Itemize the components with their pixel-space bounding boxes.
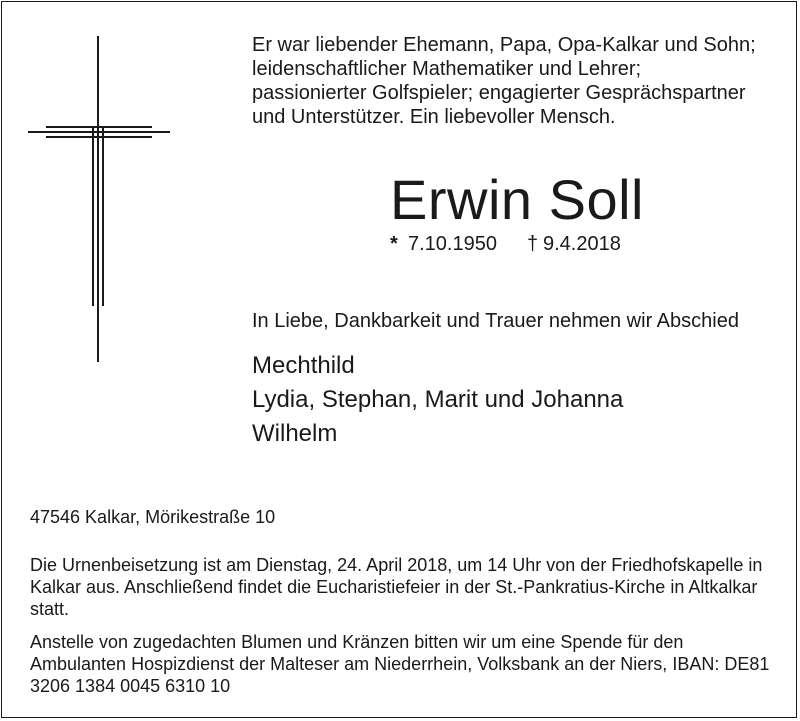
- cross-icon: [28, 36, 170, 362]
- donation-info: [30, 631, 770, 697]
- deceased-name: Erwin Soll: [390, 168, 644, 231]
- life-dates: [390, 232, 621, 256]
- mourner-name: Wilhelm: [252, 420, 338, 447]
- birth-date: 7.10.1950: [408, 233, 497, 255]
- death-symbol-icon: †: [526, 233, 539, 255]
- death-date: 9.4.2018: [542, 233, 621, 255]
- farewell-text: In Liebe, Dankbarkeit und Trauer nehmen wir Abschied: [252, 310, 739, 332]
- mourner-name: Mechthild: [252, 352, 355, 379]
- burial-line: Kalkar aus. Anschließend findet die Eucharistiefeier in der St.-Pankratius-Kirche in Altkalkar: [30, 577, 758, 597]
- birth-symbol-icon: *: [390, 233, 398, 255]
- intro-text: [252, 33, 782, 129]
- intro-line: Er war liebender Ehemann, Papa, Opa-Kalkar und Sohn;: [252, 34, 756, 56]
- burial-info: [30, 554, 770, 620]
- donation-line: Ambulanten Hospizdienst der Malteser am Niederrhein, Volksbank an der Niers, IBAN: DE81: [30, 654, 770, 674]
- burial-line: Die Urnenbeisetzung ist am Dienstag, 24. April 2018, um 14 Uhr von der Friedhofskapelle in: [30, 555, 763, 575]
- intro-line: passionierter Golfspieler; engagierter Gesprächspartner: [252, 82, 746, 104]
- mourners-list: [252, 349, 623, 451]
- burial-line: statt.: [30, 599, 70, 619]
- address: 47546 Kalkar, Mörikestraße 10: [30, 507, 276, 527]
- intro-line: und Unterstützer. Ein liebevoller Mensch.: [252, 106, 616, 128]
- donation-line: 3206 1384 0045 6310 10: [30, 676, 231, 696]
- donation-line: Anstelle von zugedachten Blumen und Kränzen bitten wir um eine Spende für den: [30, 632, 684, 652]
- mourner-name: Lydia, Stephan, Marit und Johanna: [252, 386, 624, 413]
- intro-line: leidenschaftlicher Mathematiker und Lehrer;: [252, 58, 642, 80]
